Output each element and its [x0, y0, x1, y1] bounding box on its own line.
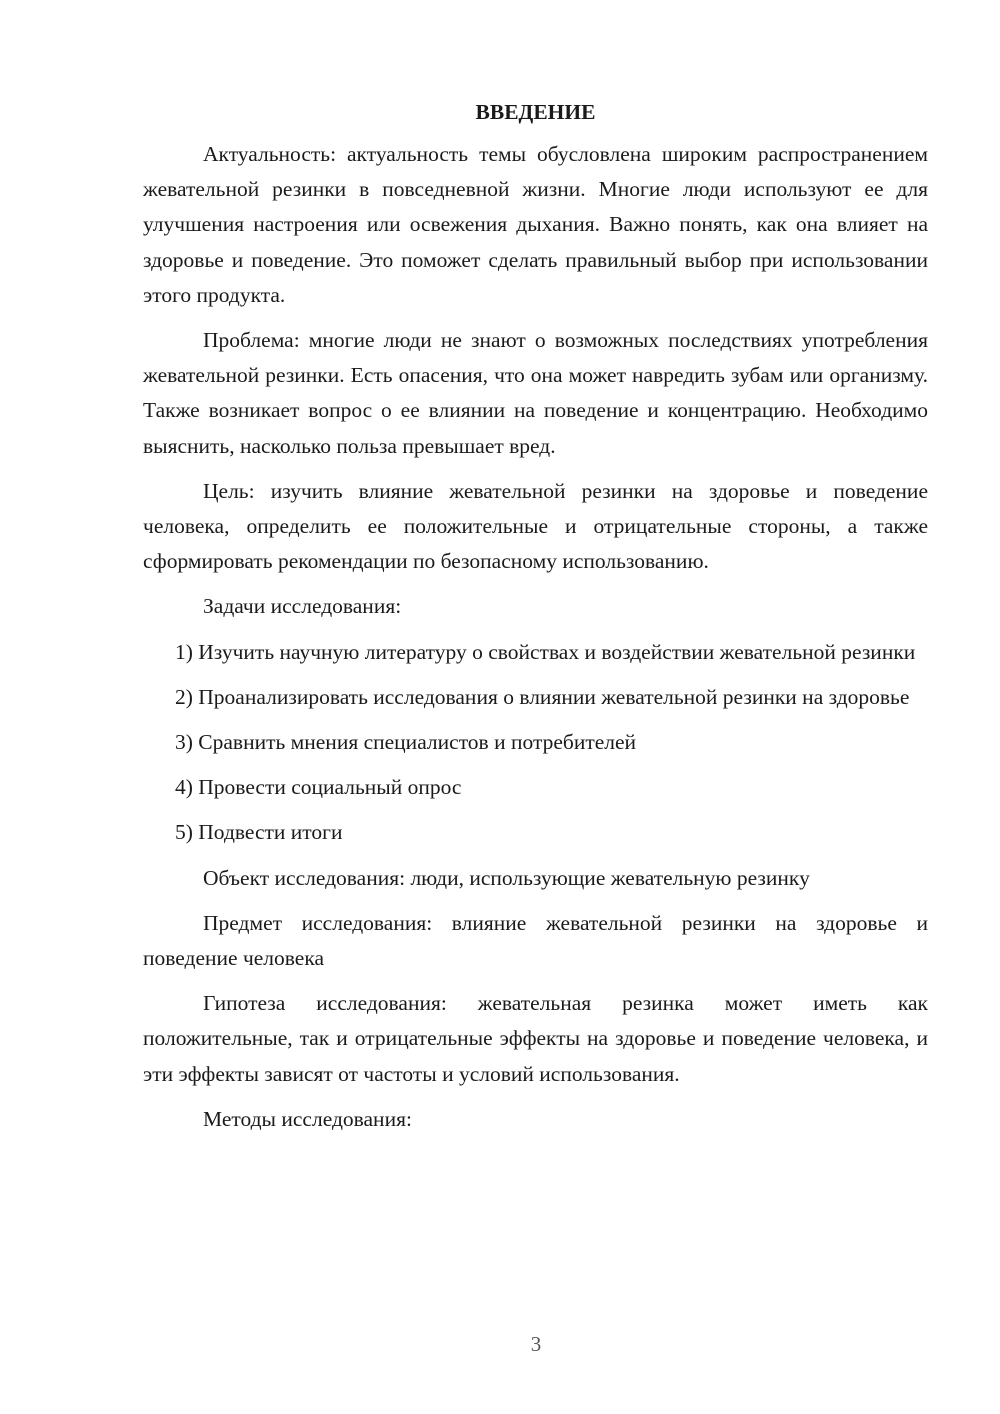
task-item-3: 3) Сравнить мнения специалистов и потребителей	[175, 730, 637, 755]
paragraph-relevance: Актуальность: актуальность темы обусловлена широким распространением жевательной резинки в повседневной жизни. Многие люди используют ее для улучшения настроения или освежения дыхания. Важно понять, как она влияет на здоровье и поведение. Это поможет сделать правильный выбор при использовании этого продукта.	[143, 142, 928, 307]
paragraph-subject: Предмет исследования: влияние жевательной резинки на здоровье и поведение человека	[143, 910, 928, 971]
paragraph-methods: Методы исследования:	[203, 1106, 412, 1131]
task-item-5: 5) Подвести итоги	[175, 820, 343, 845]
page-number: 3	[530, 1332, 542, 1356]
section-title: ВВЕДЕНИЕ	[475, 100, 596, 124]
paragraph-object: Объект исследования: люди, использующие жевательную резинку	[203, 865, 810, 890]
task-item-2: 2) Проанализировать исследования о влиянии жевательной резинки на здоровье	[175, 684, 910, 709]
paragraph-hypothesis: Гипотеза исследования: жевательная резинка может иметь как положительные, так и отрицательные эффекты на здоровье и поведение человека, и эти эффекты зависят от частоты и условий использования.	[143, 991, 928, 1086]
task-item-4: 4) Провести социальный опрос	[175, 775, 462, 800]
paragraph-goal: Цель: изучить влияние жевательной резинки на здоровье и поведение человека, определить ее положительные и отрицательные стороны, а также сформировать рекомендации по безопасному использованию.	[143, 478, 928, 574]
document-page	[143, 95, 928, 1147]
task-item-1: 1) Изучить научную литературу о свойствах и воздействии жевательной резинки	[175, 639, 916, 664]
paragraph-problem: Проблема: многие люди не знают о возможных последствиях употребления жевательной резинки. Есть опасения, что она может навредить зубам или организму. Также возникает вопрос о ее влиянии на поведение и концентрацию. Необходимо выяснить, насколько польза превышает вред.	[143, 328, 928, 458]
paragraph-tasks-heading: Задачи исследования:	[203, 594, 402, 619]
